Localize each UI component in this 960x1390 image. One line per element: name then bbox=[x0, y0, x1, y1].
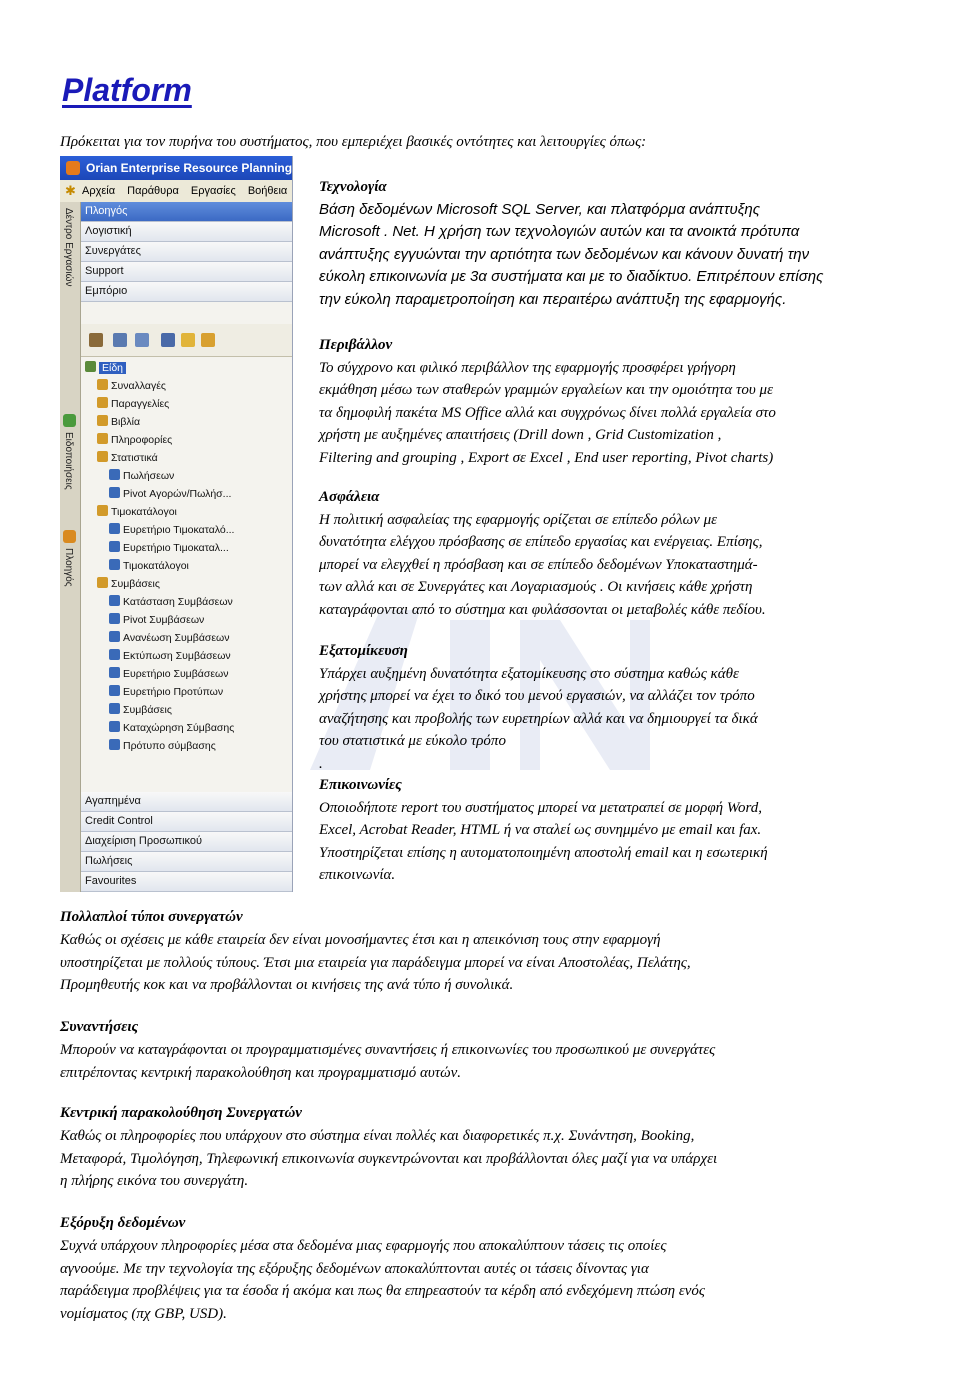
tree-node[interactable] bbox=[81, 395, 292, 413]
data-mining-line-4: νομίσματος (πχ GBP, USD). bbox=[60, 1306, 227, 1323]
tab-navigator[interactable] bbox=[60, 530, 80, 600]
tree-node[interactable] bbox=[81, 467, 292, 485]
nav-item-accounting[interactable]: Λογιστική bbox=[81, 222, 292, 242]
tree-node[interactable] bbox=[81, 485, 292, 503]
vertical-tab-strip bbox=[60, 202, 81, 892]
hierarchy-icon[interactable] bbox=[135, 333, 149, 347]
erp-screenshot bbox=[60, 156, 293, 892]
communication-line-1: Οποιοδήποτε report του συστήματος μπορεί να μετατραπεί σε μορφή Word, bbox=[319, 799, 763, 816]
partner-types-heading: Πολλαπλοί τύποι συνεργατών bbox=[60, 909, 243, 925]
tree-node-label: Στατιστικά bbox=[111, 452, 158, 464]
task-icon bbox=[109, 667, 120, 678]
folder-icon bbox=[97, 505, 108, 516]
tab-navigator-label: Πλοηγός bbox=[63, 548, 74, 587]
tree-node-label: Καταχώρηση Σύμβασης bbox=[123, 722, 235, 734]
tab-notifications[interactable] bbox=[60, 414, 80, 524]
tree-view-icon[interactable] bbox=[113, 333, 127, 347]
task-icon bbox=[109, 541, 120, 552]
page-title: Platform bbox=[62, 72, 192, 108]
tab-task-tree[interactable] bbox=[60, 208, 80, 408]
tree-node[interactable] bbox=[81, 629, 292, 647]
task-icon bbox=[109, 703, 120, 714]
technology-line-3: ανάπτυξης εγγυώνται την αρτιότητα των δεδομένων και κάνουν δυνατή την bbox=[319, 245, 810, 263]
tree-node[interactable] bbox=[81, 611, 292, 629]
tree-node[interactable] bbox=[81, 575, 292, 593]
folder-icon bbox=[97, 451, 108, 462]
security-heading: Ασφάλεια bbox=[319, 489, 380, 505]
security-line-2: δυνατότητα ελέγχου πρόσβασης σε επίπεδο εργασίας και ενέργειας. Επίσης, bbox=[319, 534, 763, 550]
folder-icon bbox=[97, 379, 108, 390]
environment-line-2: εκμάθηση μέσω των σταθερών γραμμών εργαλείων και την ομοιότητα του με bbox=[319, 382, 773, 398]
tree-node-label: Βιβλία bbox=[111, 416, 141, 428]
edit-icon[interactable] bbox=[201, 333, 215, 347]
tree-node[interactable] bbox=[81, 431, 292, 449]
panel-toolbar bbox=[81, 324, 292, 357]
section-customization bbox=[319, 640, 919, 775]
folder-icon bbox=[97, 577, 108, 588]
menu-bar bbox=[60, 180, 292, 203]
customization-line-1: Υπάρχει αυξημένη δυνατότητα εξατομίκευσης στο σύστημα καθώς κάθε bbox=[319, 665, 739, 682]
task-icon bbox=[109, 649, 120, 660]
tree-node-label: Συμβάσεις bbox=[123, 704, 172, 716]
task-tree bbox=[81, 357, 292, 755]
window-title-bar bbox=[60, 156, 292, 180]
section-environment bbox=[319, 334, 919, 469]
environment-heading: Περιβάλλον bbox=[319, 337, 393, 353]
window-icon[interactable] bbox=[161, 333, 175, 347]
task-icon bbox=[109, 469, 120, 480]
tree-node[interactable] bbox=[81, 377, 292, 395]
partner-types-line-1: Καθώς οι σχέσεις με κάθε εταιρεία δεν είναι μονοσήμαντες έτσι και η απεικόνιση τους στην εφαρμογή bbox=[60, 931, 661, 948]
tree-node-label: Παραγγελίες bbox=[111, 398, 170, 410]
menu-item-help[interactable]: Βοήθεια bbox=[247, 185, 288, 197]
partner-types-line-3: Προμηθευτής κοκ και να προβάλλονται οι κινήσεις της ανά τύπο ή συνολικά. bbox=[60, 977, 514, 994]
nav-item-support[interactable]: Support bbox=[81, 262, 292, 282]
navigator-icon bbox=[63, 530, 76, 543]
section-communication bbox=[319, 774, 919, 887]
task-icon bbox=[109, 613, 120, 624]
tree-node-label: Πρότυπο σύμβασης bbox=[123, 740, 216, 752]
task-icon bbox=[109, 523, 120, 534]
folder-icon bbox=[85, 361, 96, 372]
meetings-heading: Συναντήσεις bbox=[60, 1019, 139, 1035]
tab-task-tree-label: Δέντρο Εργασιών bbox=[63, 208, 74, 287]
star-icon: ✱ bbox=[65, 183, 76, 198]
environment-line-3: τα δημοφιλή πακέτα MS Office αλλά και συγχρόνως δίνει πολλά εργαλεία στο bbox=[319, 404, 776, 421]
nav-item-favourites[interactable]: Favourites bbox=[81, 872, 292, 892]
tree-node-label: Είδη bbox=[99, 362, 126, 374]
task-icon bbox=[109, 595, 120, 606]
task-icon bbox=[109, 487, 120, 498]
tree-node-label: Συμβάσεις bbox=[111, 578, 160, 590]
tree-node-label: Συναλλαγές bbox=[111, 380, 166, 392]
partner-types-line-2: υποστηρίζεται με πολλούς τύπους. Έτσι μια εταιρεία για παράδειγμα μπορεί να είναι Αποστολέας, Πελάτης, bbox=[60, 954, 691, 971]
central-monitoring-line-2: Μεταφορά, Τιμολόγηση, Τηλεφωνική επικοινωνία συγκεντρώνονται και προβάλλονται όλες μαζί για να υπάρχει bbox=[60, 1150, 718, 1167]
tree-node[interactable] bbox=[81, 557, 292, 575]
environment-line-1: Το σύγχρονο και φιλικό περιβάλλον της εφαρμογής προσφέρει γρήγορη bbox=[319, 359, 736, 376]
notifications-icon bbox=[63, 414, 76, 427]
tree-node[interactable] bbox=[81, 359, 292, 377]
menu-item-files[interactable]: Αρχεία bbox=[82, 185, 116, 197]
nav-item-credit-control[interactable]: Credit Control bbox=[81, 812, 292, 832]
tab-notifications-label: Ειδοποιήσεις bbox=[63, 432, 74, 490]
task-icon bbox=[109, 559, 120, 570]
settings-icon[interactable] bbox=[89, 333, 103, 347]
window-title: Orian Enterprise Resource Planning bbox=[86, 161, 293, 175]
task-icon bbox=[109, 631, 120, 642]
folder-icon bbox=[97, 397, 108, 408]
central-monitoring-heading: Κεντρική παρακολούθηση Συνεργατών bbox=[60, 1105, 302, 1121]
nav-item-hr[interactable]: Διαχείριση Προσωπικού bbox=[81, 832, 292, 852]
tree-node-label: Πωλήσεων bbox=[123, 470, 175, 482]
environment-line-4: χρήστη με αυξημένες απαιτήσεις (Drill down , Grid Customization , bbox=[319, 427, 722, 443]
tree-node[interactable] bbox=[81, 503, 292, 521]
tree-node-label: Ευρετήριο Τιμοκαταλ... bbox=[123, 542, 229, 554]
menu-item-windows[interactable]: Παράθυρα bbox=[127, 185, 179, 197]
communication-line-2: Excel, Acrobat Reader, HTML ή να σταλεί ως συνημμένο με email και fax. bbox=[319, 822, 762, 838]
tree-node[interactable] bbox=[81, 449, 292, 467]
data-mining-line-1: Συχνά υπάρχουν πληροφορίες μέσα στα δεδομένα μιας εφαρμογής που αποκαλύπτουν τάσεις τις οποίες bbox=[60, 1237, 667, 1254]
section-security bbox=[319, 486, 919, 621]
environment-line-5: Filtering and grouping , Export σε Excel , End user reporting, Pivot charts) bbox=[319, 449, 774, 466]
tree-node[interactable] bbox=[81, 647, 292, 665]
tree-node[interactable] bbox=[81, 683, 292, 701]
central-monitoring-line-3: η πλήρης εικόνα του συνεργάτη. bbox=[60, 1173, 249, 1190]
technology-line-4: εύκολη επικοινωνία με 3α συστήματα και με το διαδίκτυο. Επιτρέπουν επίσης bbox=[319, 268, 824, 285]
task-icon bbox=[109, 685, 120, 696]
data-mining-line-3: παράδειγμα προβλέψεις για τα έσοδα ή ακόμα και πως θα επηρεαστούν τα κέρδη από ενδεχόμενη πτώση ενός bbox=[60, 1283, 705, 1300]
tree-node-label: Pivot Συμβάσεων bbox=[123, 614, 205, 626]
customization-line-5: . bbox=[319, 755, 323, 772]
tree-node-label: Pivot Αγορών/Πωλήσ... bbox=[123, 488, 232, 500]
data-mining-line-2: αγνοούμε. Με την τεχνολογία της εξόρυξης δεδομένων αποκαλύπτονται αυτές οι τάσεις δίνοντας για bbox=[60, 1260, 649, 1277]
security-line-4: των αλλά και σε Συνεργάτες και Λογαριασμούς . Οι κινήσεις κάθε χρήστη bbox=[319, 579, 753, 595]
folder-icon bbox=[97, 415, 108, 426]
section-partner-types bbox=[60, 906, 910, 997]
tree-node-label: Ανανέωση Συμβάσεων bbox=[123, 632, 230, 644]
nav-item-favorites-gr[interactable]: Αγαπημένα bbox=[81, 792, 292, 812]
task-icon bbox=[109, 739, 120, 750]
task-icon bbox=[109, 721, 120, 732]
menu-item-tasks[interactable]: Εργασίες bbox=[190, 185, 236, 197]
meetings-line-1: Μπορούν να καταγράφονται οι προγραμματισμένες συναντήσεις ή επικοινωνίες του προσωπικού με συνεργάτες bbox=[60, 1041, 716, 1058]
tree-node-label: Κατάσταση Συμβάσεων bbox=[123, 596, 233, 608]
security-line-5: καταγράφονται από το σύστημα και φυλάσσονται οι μεταβολές κάθε πεδίου. bbox=[319, 601, 766, 618]
data-mining-heading: Εξόρυξη δεδομένων bbox=[60, 1215, 186, 1231]
tree-node-label: Ευρετήριο Προτύπων bbox=[123, 686, 224, 698]
section-technology bbox=[319, 176, 919, 311]
customization-line-4: του στατιστικά με εύκολο τρόπο bbox=[319, 733, 506, 749]
technology-line-5: την εύκολη παραμετροποίηση και περαιτέρω ανάπτυξη της εφαρμογής. bbox=[319, 290, 787, 308]
tree-node-label: Τιμοκατάλογοι bbox=[111, 506, 177, 518]
section-meetings bbox=[60, 1016, 910, 1084]
navigator-panel bbox=[81, 202, 292, 892]
security-line-3: μπορεί να ελεγχθεί η πρόσβαση και σε επίπεδο δεδομένων Υποκαταστημά- bbox=[319, 556, 758, 573]
tree-node[interactable] bbox=[81, 701, 292, 719]
communication-heading: Επικοινωνίες bbox=[319, 777, 402, 793]
tree-node-label: Τιμοκατάλογοι bbox=[123, 560, 189, 572]
section-data-mining bbox=[60, 1212, 910, 1326]
bottom-menu bbox=[81, 792, 292, 892]
app-logo-icon bbox=[66, 161, 80, 175]
tree-node[interactable] bbox=[81, 539, 292, 557]
technology-line-1: Βάση δεδομένων Microsoft SQL Server, και πλατφόρμα ανάπτυξης bbox=[319, 200, 761, 218]
technology-heading: Τεχνολογία bbox=[319, 179, 387, 195]
tree-node[interactable] bbox=[81, 593, 292, 611]
nav-item-commerce[interactable]: Εμπόριο bbox=[81, 282, 292, 302]
customization-line-3: αναζήτησης και προβολής των ευρετηρίων αλλά και να δημιουργεί τα δικά bbox=[319, 710, 758, 727]
tree-node-label: Ευρετήριο Συμβάσεων bbox=[123, 668, 229, 680]
tree-node[interactable] bbox=[81, 737, 292, 755]
meetings-line-2: επιτρέποντας κεντρική παρακολούθηση και προγραμματισμό αυτών. bbox=[60, 1064, 461, 1081]
tree-node-label: Εκτύπωση Συμβάσεων bbox=[123, 650, 231, 662]
nav-item-navigator[interactable]: Πλοηγός bbox=[81, 202, 292, 222]
tree-node[interactable] bbox=[81, 521, 292, 539]
section-central-monitoring bbox=[60, 1102, 910, 1193]
customization-line-2: χρήστης μπορεί να έχει το δικό του μενού εργασιών, να αλλάζει τον τρόπο bbox=[319, 688, 755, 704]
security-line-1: Η πολιτική ασφαλείας της εφαρμογής ορίζεται σε επίπεδο ρόλων με bbox=[319, 511, 718, 528]
communication-line-3: Υποστηρίζεται επίσης η αυτοματοποιημένη αποστολή email και η εσωτερική bbox=[319, 844, 768, 861]
technology-line-2: Microsoft . Net. Η χρήση των τεχνολογιών αυτών και τα ανοικτά πρότυπα bbox=[319, 223, 800, 240]
central-monitoring-line-1: Καθώς οι πληροφορίες που υπάρχουν στο σύστημα είναι πολλές και διαφορετικές π.χ. Συνάντηση, Booking, bbox=[60, 1127, 695, 1144]
intro-text: Πρόκειται για τον πυρήνα του συστήματος, που εμπεριέχει βασικές οντότητες και λειτουργίες όπως: bbox=[60, 134, 647, 150]
tree-node-label: Ευρετήριο Τιμοκαταλό... bbox=[123, 524, 235, 536]
folder-icon[interactable] bbox=[181, 333, 195, 347]
customization-heading: Εξατομίκευση bbox=[319, 643, 408, 659]
nav-item-sales[interactable]: Πωλήσεις bbox=[81, 852, 292, 872]
tree-node[interactable] bbox=[81, 413, 292, 431]
communication-line-4: επικοινωνία. bbox=[319, 867, 396, 883]
nav-item-partners[interactable]: Συνεργάτες bbox=[81, 242, 292, 262]
tree-node-label: Πληροφορίες bbox=[111, 434, 173, 446]
tree-node[interactable] bbox=[81, 665, 292, 683]
tree-node[interactable] bbox=[81, 719, 292, 737]
folder-icon bbox=[97, 433, 108, 444]
